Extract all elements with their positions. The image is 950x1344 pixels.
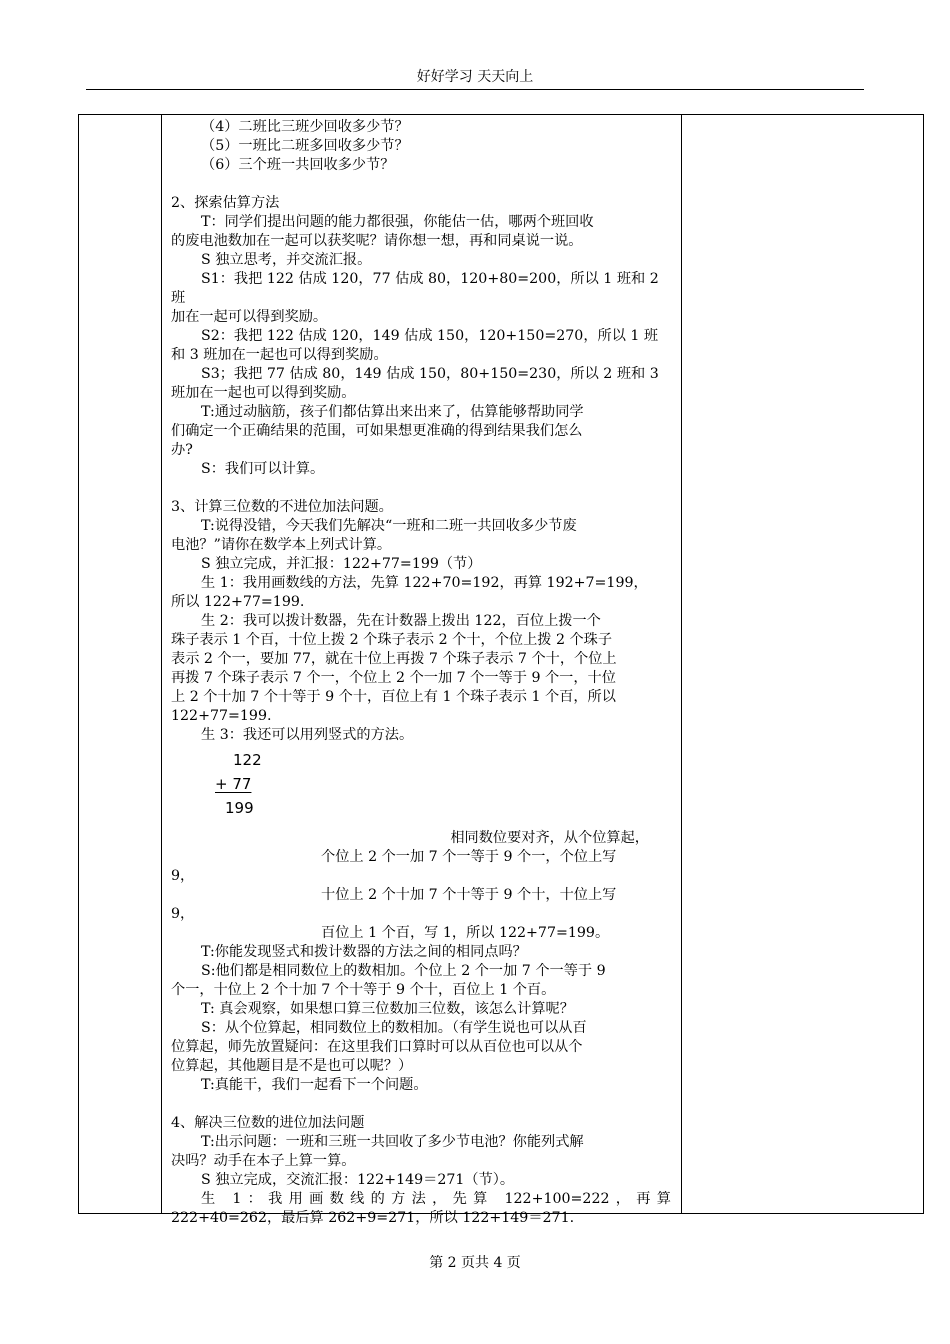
text-line: （4）二班比三班少回收多少节？ bbox=[201, 119, 409, 135]
text-line: 决吗？动手在本子上算一算。 bbox=[171, 1153, 356, 1169]
text-line: 122+77=199. bbox=[171, 708, 272, 724]
text-line: S 独立完成，交流汇报：122+149＝271（节）。 bbox=[201, 1172, 515, 1188]
text-line: T:你能发现竖式和拨计数器的方法之间的相同点吗？ bbox=[201, 944, 527, 960]
text-line: 们确定一个正确结果的范围，可如果想更准确的得到结果我们怎么 bbox=[171, 423, 583, 439]
addend-1: 122 bbox=[233, 751, 262, 769]
section-heading: 4、解决三位数的进位加法问题 bbox=[171, 1115, 365, 1131]
text-line: T:出示问题：一班和三班一共回收了多少节电池？你能列式解 bbox=[201, 1134, 584, 1150]
text-line: 生 3：我还可以用列竖式的方法。 bbox=[201, 727, 414, 743]
text-line: 珠子表示 1 个百，十位上拨 2 个珠子表示 2 个十，个位上拨 2 个珠子 bbox=[171, 632, 613, 648]
text-line: 上 2 个十加 7 个十等于 9 个十，百位上有 1 个珠子表示 1 个百，所以 bbox=[171, 689, 616, 705]
text-line: 表示 2 个一，要加 77，就在十位上再拨 7 个珠子表示 7 个十，个位上 bbox=[171, 651, 617, 667]
text-line: 班加在一起也可以得到奖励。 bbox=[171, 385, 356, 401]
text-line: T：同学们提出问题的能力都很强，你能估一估，哪两个班回收 bbox=[201, 214, 594, 230]
text-line: S 独立完成，并汇报：122+77=199（节） bbox=[201, 556, 482, 572]
addend-2: + 77 bbox=[215, 775, 252, 793]
vertical-addition bbox=[171, 748, 671, 820]
right-column bbox=[681, 115, 923, 1213]
text-line: S:他们都是相同数位上的数相加。个位上 2 个一加 7 个一等于 9 bbox=[201, 963, 606, 979]
sum: 199 bbox=[225, 799, 254, 817]
text-line: 位算起，师先放置疑问：在这里我们口算时可以从百位也可以从个 bbox=[171, 1039, 583, 1055]
lesson-content bbox=[171, 118, 671, 1228]
left-column bbox=[79, 115, 162, 1213]
page-footer: 第 2 页共 4 页 bbox=[429, 1255, 521, 1271]
text-line: 的废电池数加在一起可以获奖呢？请你想一想，再和同桌说一说。 bbox=[171, 233, 583, 249]
text-line: S2：我把 122 估成 120，149 估成 150，120+150=270，所以 1 班 bbox=[201, 328, 659, 344]
text-line: 9， bbox=[171, 906, 195, 922]
text-line: 电池？”请你在数学本上列式计算。 bbox=[171, 537, 392, 553]
text-line: 生 2：我可以拨计数器，先在计数器上拨出 122，百位上拨一个 bbox=[201, 613, 601, 629]
text-line: S：我们可以计算。 bbox=[201, 461, 325, 477]
text-line: 生 1：我用画数线的方法，先算 122+100=222，再算 bbox=[201, 1191, 671, 1207]
text-line: （6）三个班一共回收多少节？ bbox=[201, 157, 395, 173]
text-line: 十位上 2 个十加 7 个十等于 9 个十，十位上写 bbox=[321, 887, 617, 903]
section-heading: 2、探索估算方法 bbox=[171, 195, 280, 211]
text-line: S1：我把 122 估成 120，77 估成 80，120+80=200，所以 1 班和 2 班 bbox=[171, 271, 659, 306]
text-line: 个位上 2 个一加 7 个一等于 9 个一，个位上写 bbox=[321, 849, 617, 865]
text-line: S3；我把 77 估成 80，149 估成 150，80+150=230，所以 2 班和 3 bbox=[201, 366, 659, 382]
text-line: S 独立思考，并交流汇报。 bbox=[201, 252, 372, 268]
text-line: 百位上 1 个百，写 1，所以 122+77=199。 bbox=[321, 925, 610, 941]
text-line: S：从个位算起，相同数位上的数相加。（有学生说也可以从百 bbox=[201, 1020, 587, 1036]
page-header: 好好学习 天天向上 bbox=[86, 69, 864, 90]
text-line: T:说得没错，今天我们先解决“一班和二班一共回收多少节废 bbox=[201, 518, 577, 534]
section-heading: 3、计算三位数的不进位加法问题。 bbox=[171, 499, 393, 515]
text-line: 位算起，其他题目是不是也可以呢？） bbox=[171, 1058, 413, 1074]
text-line: 生 1：我用画数线的方法，先算 122+70=192，再算 192+7=199， bbox=[201, 575, 648, 591]
text-line: 所以 122+77=199. bbox=[171, 594, 305, 610]
text-line: 办? bbox=[171, 442, 193, 458]
text-line: 个一，十位上 2 个十加 7 个十等于 9 个十，百位上 1 个百。 bbox=[171, 982, 556, 998]
text-line: 再拨 7 个珠子表示 7 个一，个位上 2 个一加 7 个一等于 9 个一，十位 bbox=[171, 670, 616, 686]
text-line: 9， bbox=[171, 868, 195, 884]
text-line: 222+40=262，最后算 262+9=271，所以 122+149＝271. bbox=[171, 1210, 575, 1226]
lesson-table bbox=[78, 114, 924, 1226]
text-line: T: 真会观察，如果想口算三位数加三位数，该怎么计算呢？ bbox=[201, 1001, 574, 1017]
text-line: 和 3 班加在一起也可以得到奖励。 bbox=[171, 347, 388, 363]
text-line: 相同数位要对齐，从个位算起， bbox=[450, 830, 649, 846]
text-line: T:通过动脑筋，孩子们都估算出来出来了，估算能够帮助同学 bbox=[201, 404, 584, 420]
text-line: 加在一起可以得到奖励。 bbox=[171, 309, 328, 325]
text-line: （5）一班比二班多回收多少节？ bbox=[201, 138, 409, 154]
text-line: T:真能干，我们一起看下一个问题。 bbox=[201, 1077, 428, 1093]
